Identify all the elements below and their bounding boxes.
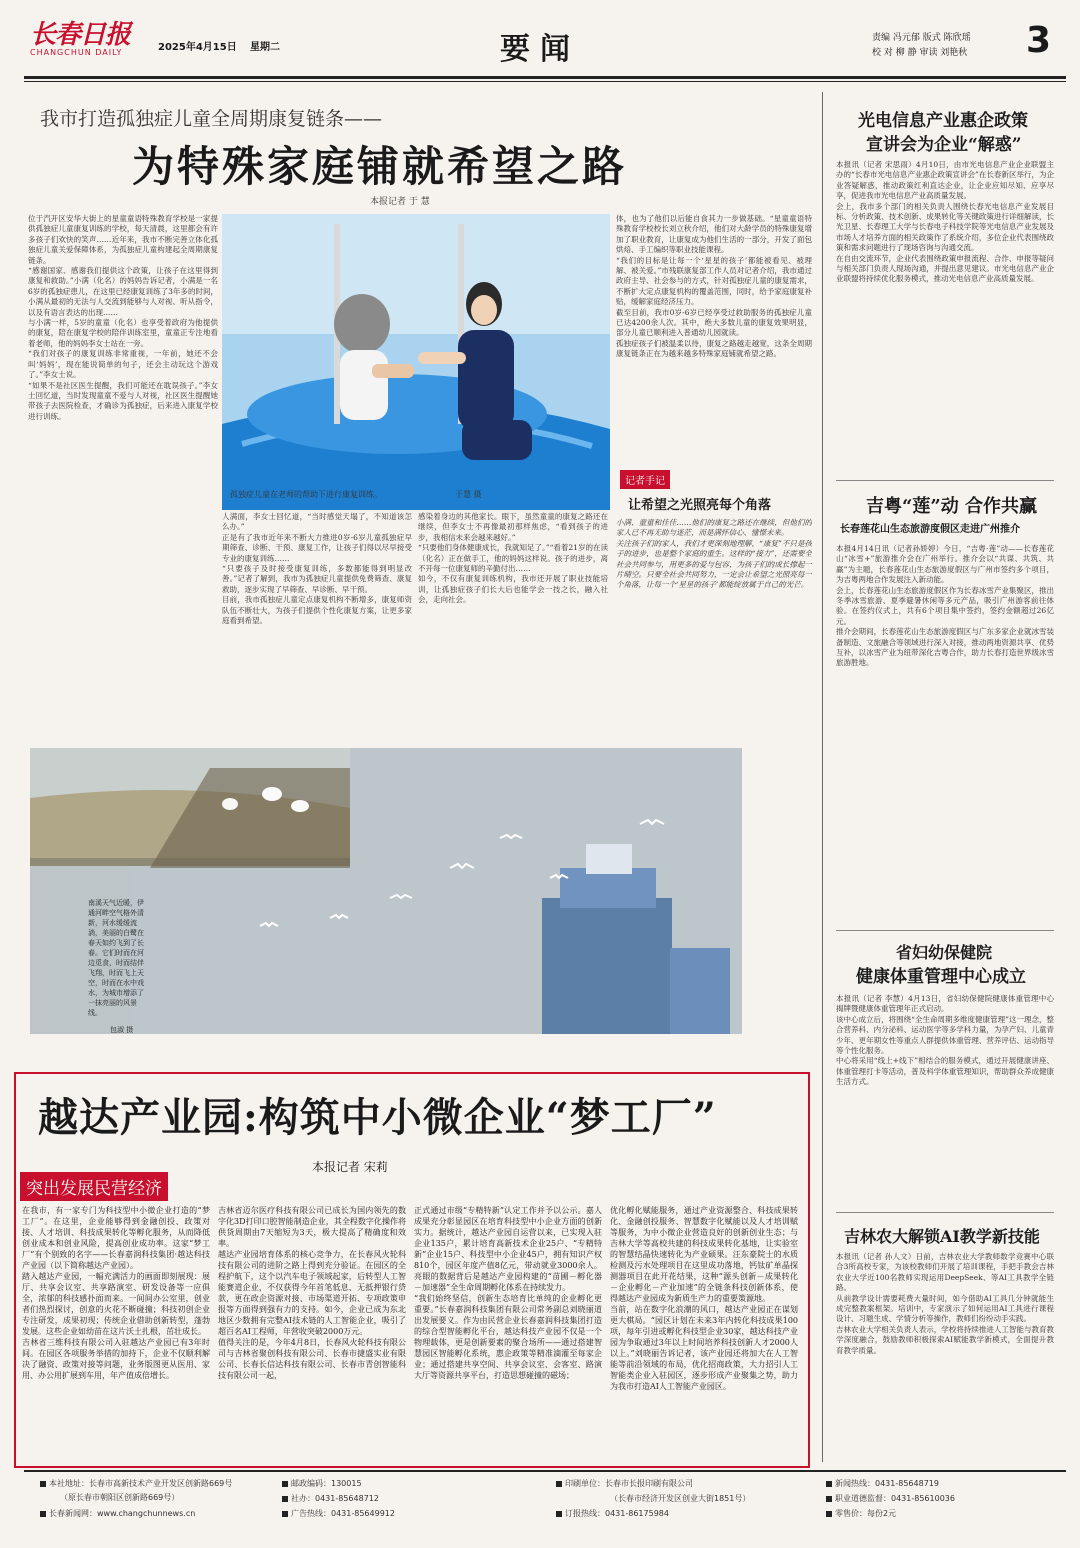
right-divider-2	[836, 930, 1054, 931]
feature-column-2: 吉林省迈尔医疗科技有限公司已成长为国内领先的数字化3D打印口腔智能制造企业，其全程数字化操作将供货周期由7天缩短为3天，极大提高了精确度和效率。 越达产业园培育体系的核心竞争力，在长春风火轮科技有限公司的进阶之路上得到充分验证。在园区的全程护航下，这个以汽车电子领域起家，后转型人工智能赛道企业，不仅获得今年首笔低息、无抵押银行贷款，更在政企资源对接、市场渠道开拓、专项政策申报等方面得到强有力的支持。如今，企业已成为东北地区少数拥有完整AI技术链的人工智能企业，吸引了超百名AI工程师，年营收突破2000万元。 值得关注的是，今年4月8日，长春风火轮科技有限公司与吉林省聚创科技有限公司、长春市捷盛实业有限公司、长春长信达科技有限公司、长春市青创智能科技有限公司一起，	[218, 1206, 406, 1380]
page-number: 3	[1026, 20, 1052, 61]
feature-column-4: 优化孵化赋能服务，通过产业资源整合、科技成果转化、金融创投服务、智慧数字化赋能以及人才培训赋等服务，为中小微企业营造良好的创新创业生态；与吉林大学等高校共建的科技成果转化基地，让实验室的智慧结晶快速转化为产业硕果。汪东豪院士的水质检测及污水处理项目在这里成功落地，钙钛矿单晶探测器项目在此开花结果，这种“源头创新－成果转化－企业孵化－产业加速”的全链条科技创新体系，使得越达产业园成为新质生产力的重要策源地。 当前，站在数字化浪潮的风口，越达产业园正在谋划更大棋局。“园区计划在未来3年内转化科技成果100项，每年引进或孵化科技型企业30家，越达科技产业园为争取通过3年以上时间培养科技创新人才2000人以上。”刘晓丽告诉记者，该产业园还将加大在人工智能等前沿领域的布局，优化招商政策，大力招引人工智能类企业入驻园区，逐步形成产业聚集之势，助力为我市打造AI人工智能产业园区。	[610, 1206, 798, 1391]
masthead	[0, 0, 1080, 80]
footer-print: 印刷单位：长春市长报印刷有限公司	[556, 1478, 693, 1489]
right-story-3-text: 本报讯（记者 李慧）4月13日，省妇幼保健院健康体重管理中心揭牌暨健康体重管理年正式启动。 该中心成立后，将围绕“全生命周期多维度健康管理”这一理念，整合营养科、内分泌科、运动医学等多学科力量，为孕产妇、儿童青少年、更年期女性等重点人群提供体重管理、营养评估、运动指导等个性化服务。 中心将采用“线上+线下”相结合的服务模式，通过开展健康讲座、体重管理打卡等活动，普及科学体重管理知识，帮助群众养成健康生活方式。	[836, 994, 1054, 1087]
bullet-square-icon	[826, 1481, 832, 1487]
lead-column-3: 感染着身边的其他家长。眼下，虽然童童的康复之路还在继续，但李女士不再像最初那样焦虑，“看到孩子的进步，我相信未来会越来越好。” “只要他们身体健康成长，我就知足了。”“看着21岁的在读（化名）正在做手工，他的妈妈这样说。孩子的进步，离不开每一位康复师的辛勤付出…… 如今，不仅有康复训练机构，我市还开展了职业技能培训，让孤独症孩子们长大后也能学会一技之长，融入社会，走向社会。	[418, 512, 608, 605]
right-story-4-text: 本报讯（记者 孙人文）日前，吉林农业大学教师数学竞赛中心联合3所高校专家，为该校教师们开展了培训课程，手把手教会吉林农业大学近100名教师实现运用DeepSeek、等AI工具教学全链路。 从前教学设计需要耗费大量时间，如今借助AI工具几分钟就能生成完整教案框架。培训中，专家演示了如何运用AI工具进行课程设计、习题生成、学情分析等操作，教师们纷纷动手实践。 吉林农业大学相关负责人表示，学校将持续推进人工智能与教育教学深度融合，鼓励教师积极探索AI赋能教学新模式，全面提升教育教学质量。	[836, 1252, 1054, 1355]
bullet-square-icon	[40, 1481, 46, 1487]
lead-byline: 本报记者 于 慧	[370, 197, 430, 207]
lead-photo-illustration	[222, 214, 610, 510]
lead-column-1: 位于汽开区安华大街上的星童童语特殊教育学校是一家提供孤独症儿童康复训练的学校，每天清晨，这里都会有许多孩子们欢快的笑声……近年来，我市不断完善立体化孤独症儿童关爱保障体系，为孤独症儿童构建起全周期康复链条。 “感谢国家、感谢我们提供这个政策，让孩子在这里得到康复和救助。”小满（化名）的妈妈告诉记者，小满是一名6岁的孤独症患儿，在这里已经康复训练了3年多的时间，小满从最初的无法与人交流到能够与人对视、听从指令，以及有语言表达的出现…… 与小满一样，5岁的童童（化名）也享受着政府为他提供的康复，陪在康复学校的陪伴训练室里，童童正专注地看着老师，他的妈妈李女士站在一旁。 “我们对孩子的康复训练非常重视，一年前，她还不会叫‘妈妈’，现在能说简单的句子，还会主动玩这个游戏了。”李女士说。 “如果不是社区医生提醒，我们可能还在耽误孩子。”李女士回忆道，当时发现童童不爱与人对视，社区医生提醒她带孩子去医院检查，才确诊为孤独症，后来进入康复学校进行训练。	[28, 214, 218, 421]
footer-print-note: （长春市经济开发区创业大街1851号）	[610, 1494, 751, 1503]
newspaper-logo: 长春日报	[30, 20, 131, 50]
section-title: 要闻	[500, 32, 580, 67]
feature-headline: 越达产业园:构筑中小微企业“梦工厂”	[38, 1094, 717, 1141]
issue-date: 2025年4月15日	[158, 42, 237, 53]
footer-address-note: （原长春市朝阳区创新路669号）	[60, 1493, 180, 1502]
birds-photo-caption: 南溪天气近暖，伊通河畔空气格外清新，河水缓缓流淌，美丽的白鹭在春天如约飞到了长春。它们时而在河边觅食，时而结伴飞翔，时而飞上天空，时而在水中戏水，为城市增添了一抹亮丽的风景线。	[88, 899, 144, 1017]
right-story-2-text: 本报4月14日讯（记者孙娇婷）今日，“吉粤·莲”动——长春莲花山“冰雪+”旅游推介会在广州举行。推介会以“共谋、共筑、共赢”为主题，长春莲花山生态旅游度假区与广州市签约多个项目，为吉粤两地合作发展注入新动能。 会上，长春莲花山生态旅游度假区作为长春冰雪产业集聚区，推出冬季冰雪旅游、夏季避暑休闲等多元产品，吸引广州游客前往体验。在签约仪式上，共有6个项目集中签约，签约金额超过26亿元。 推介会期间，长春莲花山生态旅游度假区与广东多家企业就冰雪装备制造、文旅融合等领域进行深入对接，推动两地资源共享、优势互补，以冰雪产业为纽带深化吉粤合作，助力长春打造世界级冰雪旅游胜地。	[836, 544, 1054, 668]
editorial-box	[616, 470, 812, 738]
bullet-square-icon	[556, 1481, 562, 1487]
lead-photo-credit: 于慧 摄	[455, 490, 482, 499]
masthead-rule-thin	[24, 81, 1066, 82]
right-story-4-title: 吉林农大解锁AI教学新技能	[844, 1227, 1040, 1246]
right-story-3-title-1: 省妇幼保健院	[896, 943, 993, 962]
lead-headline: 为特殊家庭铺就希望之路	[132, 142, 628, 191]
right-story-1-text: 本报讯（记者 宋思雨）4月10日，由市光电信息产业企业联盟主办的“长春市光电信息产业惠企政策宣讲会”在长春新区举行，为企业答疑解惑，推动政策红利直达企业，让企业应知尽知、应享尽享，促进我市光电信息产业高质量发展。 会上，我市多个部门的相关负责人围绕长春光电信息产业发展目标、分析政策、技术创新、成果转化等关键政策进行详细解读，长光卫星、长春理工大学与长春电子科技学院等光电信息产业发展及市场人才培养方面的相关政策作了系统介绍，多位企业代表围绕政策和需求问题进行了现场咨询与沟通交流。 在自由交流环节，企业代表围绕政策申报流程、合作、申报等疑问与相关部门负责人现场沟通，并提出意见建议。市光电信息产业企业联盟将持续优化服务模式，推动光电信息产业高质量发展。	[836, 160, 1054, 284]
feature-byline: 本报记者 宋莉	[312, 1160, 388, 1174]
right-divider-1	[836, 480, 1054, 481]
footer-order: 订报热线：0431-86175984	[556, 1508, 669, 1519]
feature-badge: 突出发展民营经济	[20, 1172, 168, 1201]
footer-ads: 广告热线：0431-85649912	[282, 1508, 395, 1519]
footer-report: 职业道德监督：0431-85610036	[826, 1493, 955, 1504]
footer-address: 本社地址：长春市高新技术产业开发区创新路669号	[40, 1478, 232, 1489]
bullet-square-icon	[826, 1511, 832, 1517]
lead-column-4: 体，也为了他们以后能自食其力一步做基础。“星童童语特殊教育学校校长刘立秋介绍，他们对大龄学员的特殊康复增加了职业教育，让康复成为他们生活的一部分，开发了面包烘焙、手工编织等职业技能课程。 “我们的目标是让每一个‘星星的孩子’都能被看见、被理解、被关爱。”市残联康复部工作人员对记者介绍，我市通过政府主导、社会参与的方式，针对孤独症儿童的康复需求，不断扩大定点康复机构的覆盖范围，同时，给予家庭康复补贴，缓解家庭经济压力。 截至目前，我市0岁-6岁已经享受过救助服务的孤独症儿童已达4200余人次。其中，绝大多数儿童的康复效果明显，部分儿童已顺利进入普通幼儿园就读。 孤独症孩子们被温柔以待，康复之路越走越宽，这条全周期康复链条正在为越来越多特殊家庭铺就希望之路。	[616, 214, 812, 359]
newspaper-logo-sub: CHANGCHUN DAILY	[30, 48, 123, 57]
bullet-square-icon	[40, 1511, 46, 1517]
right-divider-3	[836, 1212, 1054, 1213]
footer-rule	[24, 1470, 1066, 1472]
footer-price: 零售价：每份2元	[826, 1508, 896, 1519]
right-story-2-subtitle: 长春莲花山生态旅游度假区走进广州推介	[840, 524, 1020, 535]
right-story-1-title-1: 光电信息产业惠企政策	[858, 111, 1028, 131]
right-story-2-title: 吉粤“莲”动 合作共赢	[866, 496, 1037, 517]
lead-photo-caption: 孤独症儿童在老师的帮助下进行康复训练。	[230, 490, 382, 499]
feature-column-3: 正式通过市级“专精特新”认定工作并予以公示。嘉人成果充分彰显园区在培育科技型中小企业方面的创新实力。据统计，越达产业园自运营以来，已实现入驻企业135户，累计培育高新技术企业25户、“专精特新”企业15户、科技型中小企业45户，拥有知识产权810个，园区年度产值8亿元，带动就业3000余人。亮眼的数据背后是越达产业园构建的“苗圃－孵化器－加速器”全生命周期孵化体系在持续发力。 “我们始终坚信，创新生态培育比单纯的企业孵化更重要。”长春嘉润科技集团有限公司常务副总刘晓丽道出发展要义。作为由民营企业长春嘉润科技集团打造的综合型智能孵化平台，越达科技产业园不仅是一个物理载体，更是创新要素的聚合场所——通过搭建智慧园区智能孵化系统，惠企政策等精准滴灌至每家企业；通过搭建共享空间、共享会议室、会客室、路演大厅等资源共享平台，打造思想碰撞的磁场；	[414, 1206, 602, 1380]
feature-column-1: 在我市，有一家专门为科技型中小微企业打造的“梦工厂”。在这里，企业能够得到金融创投、政策对接、人才培训、科技成果转化等孵化服务，从而降低创业成本和创业风险，提高创业成功率。这家“梦工厂”有个别致的名字——长春嘉润科技集团·越达科技产业园（以下简称越达产业园）。 踏入越达产业园，一幅充满活力的画面即刻展现：展厅、共享会议室、共享路演室、研发设备等一应俱全，浓郁的科技感扑面而来。一间间办公室里，创业者们热烈探讨，创意的火花不断碰撞；科技初创企业专注研发，成果初现；传统企业借助创新转型，蓬勃发展。这些企业如幼苗在这片沃土扎根，茁壮成长。 吉林省三维科技有限公司入驻越达产业园已有3年时间。在园区各项服务举措的加持下，企业不仅顺利解决了融资、政策对接等问题，业务版图更从医用、家用、办公用扩展到车用，年产值成倍增长。	[22, 1206, 210, 1380]
birds-photo-credit: 包淑 摄	[110, 1026, 134, 1034]
lead-photo	[222, 214, 610, 510]
bullet-square-icon	[826, 1496, 832, 1502]
right-story-3-title-2: 健康体重管理中心成立	[856, 967, 1026, 987]
issue-weekday: 星期二	[250, 42, 280, 53]
footer-office: 社办：0431-85648712	[282, 1493, 379, 1504]
bullet-square-icon	[556, 1511, 562, 1517]
website-link[interactable]: www.changchunnews.cn	[97, 1509, 196, 1518]
bullet-square-icon	[282, 1481, 288, 1487]
editorial-title: 让希望之光照亮每个角落	[628, 498, 772, 513]
lead-column-2: 人满面，李女士回忆道，“当时感觉天塌了，不知道该怎么办。” 正是有了我市近年来不断大力推进0岁-6岁儿童孤独症早期筛查、诊断、干预、康复工作，让孩子们得以尽早接受专业的康复训练…… “只要孩子及时接受康复训练，多数都能得到明显改善。”记者了解到，我市为孤独症儿童提供免费筛查、康复救助，逐步实现了早筛查、早诊断、早干预。 目前，我市孤独症儿童定点康复机构不断增多，康复师资队伍不断壮大，为孩子们提供个性化康复方案，让更多家庭看到希望。	[222, 512, 412, 626]
editors-line-2: 校 对 柳 静 审读 刘艳秋	[872, 48, 968, 58]
masthead-rule	[24, 76, 1066, 79]
editorial-tag: 记者手记	[620, 470, 670, 489]
editors-line-1: 责编 冯元郁 版式 陈欣瑶	[872, 33, 971, 43]
footer-news: 新闻热线：0431-85648719	[826, 1478, 939, 1489]
footer-website: 长春新闻网：www.changchunnews.cn	[40, 1508, 195, 1519]
bullet-square-icon	[282, 1511, 288, 1517]
editorial-text: 小满、童童和佳佳……他们的康复之路还在继续，但他们的家人已不再无助与迷茫，而是满怀信心、憧憬未来。 关注孩子们的家人，我们才更深刻地理解，“康复”不只是孩子的进步，也是整个家庭的重生。这样的“接力”，还需要全社会共同参与，用更多的爱与包容，为孩子们的成长撑起一片晴空。只要全社会共同努力，一定会让希望之光照亮每一个角落，让每一个‘星星的孩子’都能绽放属于自己的光芒。	[616, 518, 812, 590]
lead-kicker: 我市打造孤独症儿童全周期康复链条——	[40, 108, 383, 130]
column-divider	[822, 92, 823, 1462]
right-story-1-title-2: 宣讲会为企业“解惑”	[866, 135, 1022, 155]
bullet-square-icon	[282, 1496, 288, 1502]
footer-postcode: 邮政编码：130015	[282, 1478, 362, 1489]
